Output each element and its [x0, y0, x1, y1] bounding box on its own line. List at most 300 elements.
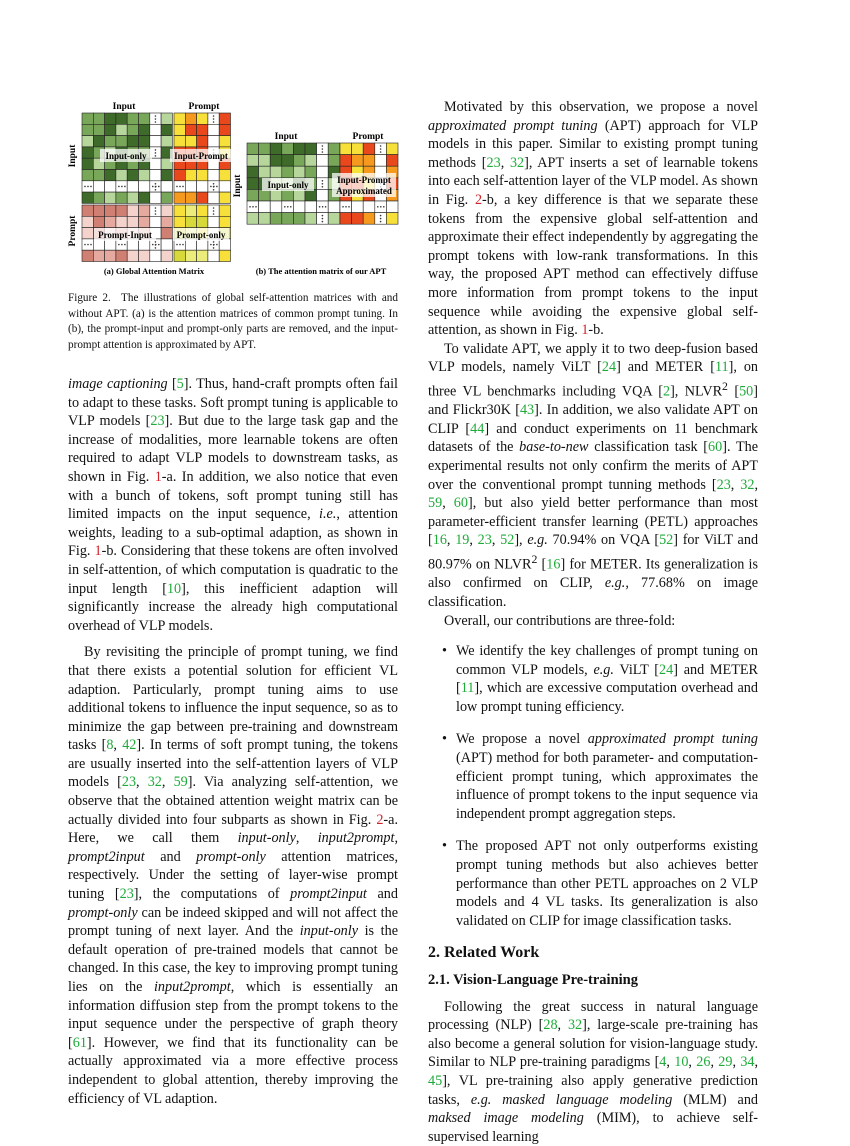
matrix-cell: [139, 113, 150, 124]
ellipsis-dot: [213, 115, 215, 117]
matrix-cell: [127, 170, 138, 181]
matrix-cell: [208, 124, 219, 135]
matrix-cell: [116, 113, 127, 124]
matrix-cell: [352, 143, 364, 155]
figure-link[interactable]: 1: [154, 468, 162, 485]
matrix-cell: [340, 143, 352, 155]
matrix-cell: [247, 143, 259, 155]
matrix-cell: [317, 166, 329, 178]
ellipsis-dot: [322, 206, 324, 208]
matrix-cell: [328, 201, 340, 213]
matrix-cell: [208, 192, 219, 203]
matrix-cell: [352, 213, 364, 225]
paragraph: Overall, our contributions are three-fold:: [444, 612, 676, 629]
citation-link[interactable]: 10: [166, 580, 182, 597]
ellipsis-dot: [155, 121, 157, 123]
citation-link[interactable]: 2: [662, 383, 671, 400]
matrix-cell: [282, 166, 294, 178]
list-item: • We identify the key challenges of prompt tuning on common VLP models, e.g. ViLT [24] and METER [11], which are excessive computation overhead and low prompt tuning efficiency.: [428, 642, 758, 716]
citation-link[interactable]: 23: [477, 532, 492, 549]
matrix-cell: [105, 136, 116, 147]
matrix-cell: [105, 216, 116, 227]
matrix-cell: [150, 124, 161, 135]
matrix-cell: [82, 170, 93, 181]
figure-link[interactable]: 2: [474, 191, 483, 208]
ellipsis-dot: [380, 148, 382, 150]
matrix-cell: [247, 213, 259, 225]
matrix-cell: [247, 178, 259, 190]
citation-link[interactable]: 24: [659, 661, 674, 678]
ellipsis-dot: [322, 221, 324, 223]
matrix-cell: [185, 250, 196, 261]
citation-link[interactable]: 34: [740, 1054, 755, 1071]
matrix-cell: [219, 192, 230, 203]
matrix-cell: [174, 113, 185, 124]
ellipsis-dot: [155, 247, 157, 249]
matrix-cell: [305, 166, 317, 178]
panel-a-input-only-label: Input-only: [105, 151, 147, 161]
ellipsis-dot: [322, 215, 324, 217]
ellipsis-dot: [213, 241, 215, 243]
ellipsis-dot: [380, 145, 382, 147]
ellipsis-dot: [158, 186, 160, 188]
matrix-cell: [185, 192, 196, 203]
matrix-cell: [139, 136, 150, 147]
citation-link[interactable]: 29: [718, 1054, 733, 1071]
matrix-cell: [161, 250, 172, 261]
ellipsis-dot: [155, 155, 157, 157]
matrix-cell: [150, 136, 161, 147]
matrix-cell: [197, 205, 208, 216]
ellipsis-dot: [213, 247, 215, 249]
matrix-cell: [197, 170, 208, 181]
section-heading: 2. Related Work: [428, 944, 540, 962]
matrix-cell: [105, 205, 116, 216]
matrix-cell: [197, 192, 208, 203]
matrix-cell: [116, 205, 127, 216]
figure-2: [64, 96, 404, 281]
matrix-cell: [270, 143, 282, 155]
matrix-cell: [219, 113, 230, 124]
citation-link[interactable]: 23: [150, 413, 165, 430]
citation-link[interactable]: 59: [173, 774, 188, 791]
matrix-cell: [340, 155, 352, 167]
matrix-cell: [185, 205, 196, 216]
matrix-cell: [150, 216, 161, 227]
ellipsis-dot: [322, 183, 324, 185]
ellipsis-dot: [155, 213, 157, 215]
ellipsis-dot: [87, 244, 89, 246]
matrix-cell: [116, 170, 127, 181]
panel-a-col-prompt-label: Prompt: [188, 102, 220, 112]
panel-b-row-input-label: Input: [233, 174, 243, 198]
citation-link[interactable]: 61: [72, 1034, 87, 1051]
matrix-cell: [247, 155, 259, 167]
ellipsis-dot: [182, 186, 184, 188]
matrix-cell: [82, 250, 93, 261]
citation-link[interactable]: 50: [739, 383, 754, 400]
matrix-cell: [197, 124, 208, 135]
ellipsis-dot: [213, 183, 215, 185]
ellipsis-dot: [342, 206, 344, 208]
matrix-cell: [185, 170, 196, 181]
citation-link[interactable]: 60: [708, 439, 723, 456]
matrix-cell: [127, 205, 138, 216]
matrix-cell: [82, 147, 93, 158]
matrix-cell: [161, 124, 172, 135]
matrix-cell: [93, 113, 104, 124]
matrix-cell: [363, 201, 375, 213]
matrix-cell: [282, 143, 294, 155]
matrix-cell: [328, 155, 340, 167]
matrix-cell: [174, 170, 185, 181]
ellipsis-dot: [287, 206, 289, 208]
citation-link[interactable]: 32: [147, 774, 162, 791]
citation-link[interactable]: 59: [428, 495, 443, 512]
matrix-cell: [174, 250, 185, 261]
figure-link[interactable]: 2: [376, 811, 384, 828]
ellipsis-dot: [124, 244, 126, 246]
panel-a-col-input-label: Input: [112, 102, 136, 112]
matrix-cell: [219, 216, 230, 227]
ellipsis-dot: [213, 244, 215, 246]
matrix-cell: [259, 201, 271, 213]
panel-b-col-prompt-label: Prompt: [352, 132, 384, 142]
ellipsis-dot: [380, 151, 382, 153]
matrix-cell: [363, 143, 375, 155]
matrix-cell: [105, 192, 116, 203]
matrix-cell: [150, 192, 161, 203]
matrix-cell: [352, 155, 364, 167]
matrix-cell: [82, 205, 93, 216]
matrix-cell: [305, 143, 317, 155]
paragraph: Motivated by this observation, we propose a novel approximated prompt tuning (APT) approach for VLP models in this paper. Similar to existing prompt tuning methods [23, 32], APT inserts a set of learnable tokens into each self-attention layer of the VLP model. As shown in Fig. 2-b, a key difference is that we separate these tokens from the expensive global self-attention and approximate their effect independently by aggregating the prompt tokens with low-rank transformations. In this way, the proposed APT method can effectively diffuse more information from prompt tokens to the input sequence while avoiding the expensive global self-attention, as shown in Fig. 1-b.: [428, 99, 758, 339]
right-column: [428, 98, 758, 1146]
citation-link[interactable]: 32: [509, 154, 525, 171]
ellipsis-dot: [380, 221, 382, 223]
matrix-cell: [161, 228, 172, 239]
ellipsis-dot: [90, 244, 92, 246]
matrix-cell: [174, 124, 185, 135]
matrix-cell: [270, 213, 282, 225]
paragraph: By revisiting the principle of prompt tuning, we find that there exists a potential solution for efficient VL adaption. Particularly, prompt tuning aims to use additional tokens to influence the input sequence, so as to minimize the gap between pre-training and downstream tasks [8, 42]. In terms of soft prompt tuning, the tokens are usually inserted into the self-attention layers of VLP models [23, 32, 59]. Via analyzing self-attention, we observe that the obtained attention weight matrix can be actually divided into four subparts as shown in Fig. 2-a. Here, we call them input-only, input2prompt, prompt2input and prompt-only attention matrices, respectively. Under the setting of layer-wise prompt tuning [23], the computations of prompt2input and prompt-only can be indeed skipped and will not affect the prompt tuning of next layer. And the input-only is the default operation of pre-trained models that cannot be changed. In this case, the key to improving prompt tuning lies on the input2prompt, which is essentially an information diffusion step from the prompt tokens to the input sequence under the perspective of graph theory [61]. However, we find that its functionality can be actually approximated via a more effective process independent to global attention, thereby improving the efficiency of VL adaption.: [68, 644, 399, 1107]
matrix-cell: [375, 155, 387, 167]
matrix-cell: [127, 216, 138, 227]
matrix-cell: [208, 250, 219, 261]
panel-a-row-input-label: Input: [68, 144, 78, 168]
citation-link[interactable]: 32: [567, 1017, 583, 1034]
ellipsis-dot: [319, 206, 321, 208]
matrix-cell: [139, 205, 150, 216]
matrix-cell: [161, 136, 172, 147]
matrix-cell: [185, 216, 196, 227]
citation-link[interactable]: 52: [500, 532, 515, 549]
citation-link[interactable]: 23: [486, 154, 501, 171]
matrix-cell: [293, 189, 305, 201]
matrix-cell: [93, 205, 104, 216]
matrix-cell: [150, 250, 161, 261]
matrix-cell: [139, 216, 150, 227]
matrix-cell: [293, 166, 305, 178]
matrix-cell: [282, 155, 294, 167]
matrix-cell: [219, 124, 230, 135]
matrix-cell: [270, 166, 282, 178]
ellipsis-dot: [179, 244, 181, 246]
matrix-cell: [352, 201, 364, 213]
matrix-cell: [82, 136, 93, 147]
matrix-cell: [174, 216, 185, 227]
matrix-cell: [270, 201, 282, 213]
citation-link[interactable]: 43: [519, 402, 535, 419]
matrix-cell: [340, 213, 352, 225]
matrix-cell: [259, 155, 271, 167]
citation-link[interactable]: 23: [716, 476, 731, 493]
matrix-cell: [185, 113, 196, 124]
matrix-cell: [161, 181, 172, 192]
matrix-cell: [127, 192, 138, 203]
citation-link[interactable]: 24: [601, 359, 617, 376]
matrix-cell: [82, 113, 93, 124]
ellipsis-dot: [322, 151, 324, 153]
matrix-cell: [82, 124, 93, 135]
citation-link[interactable]: 16: [432, 532, 447, 549]
matrix-cell: [93, 124, 104, 135]
matrix-cell: [197, 136, 208, 147]
panel-a-input-prompt-label: Input-Prompt: [174, 151, 228, 161]
panel-b-subcaption: (b) The attention matrix of our APT: [255, 266, 387, 276]
matrix-cell: [93, 216, 104, 227]
ellipsis-dot: [213, 189, 215, 191]
ellipsis-dot: [121, 244, 123, 246]
panel-a-subcaption: (a) Global Attention Matrix: [103, 266, 205, 276]
matrix-cell: [386, 213, 398, 225]
matrix-cell: [82, 158, 93, 169]
ellipsis-dot: [155, 186, 157, 188]
matrix-cell: [219, 205, 230, 216]
matrix-cell: [105, 124, 116, 135]
matrix-cell: [219, 170, 230, 181]
ellipsis-dot: [155, 241, 157, 243]
subsection-heading: 2.1. Vision-Language Pre-training: [428, 972, 638, 988]
ellipsis-dot: [155, 210, 157, 212]
ellipsis-dot: [255, 206, 257, 208]
matrix-cell: [174, 136, 185, 147]
matrix-cell: [247, 189, 259, 201]
ellipsis-dot: [213, 207, 215, 209]
matrix-cell: [305, 189, 317, 201]
matrix-cell: [259, 143, 271, 155]
ellipsis-dot: [84, 186, 86, 188]
matrix-cell: [386, 143, 398, 155]
matrix-cell: [185, 124, 196, 135]
matrix-cell: [305, 213, 317, 225]
panel-b-col-input-label: Input: [274, 132, 298, 142]
citation-link[interactable]: 60: [453, 495, 468, 512]
citation-link[interactable]: 4: [659, 1054, 667, 1071]
panel-b-input-only-label: Input-only: [267, 180, 309, 190]
matrix-cell: [139, 124, 150, 135]
citation-link[interactable]: 44: [470, 420, 485, 437]
matrix-cell: [363, 213, 375, 225]
citation-link[interactable]: 52: [659, 532, 674, 549]
figure-link[interactable]: 1: [581, 322, 589, 339]
ellipsis-dot: [290, 206, 292, 208]
matrix-cell: [363, 155, 375, 167]
citation-link[interactable]: 32: [740, 476, 755, 493]
ellipsis-dot: [213, 186, 215, 188]
matrix-cell: [259, 189, 271, 201]
ellipsis-dot: [124, 186, 126, 188]
matrix-cell: [161, 170, 172, 181]
ellipsis-dot: [155, 152, 157, 154]
matrix-cell: [127, 250, 138, 261]
figure-caption: Figure 2. The illustrations of global self-attention matrices with and without APT. (a) is the attention matrices of common prompt tuning. In (b), the prompt-input and prompt-only parts are removed, and the input-prompt attention is approximated by APT.: [68, 292, 398, 351]
citation-link[interactable]: 23: [119, 886, 134, 903]
matrix-cell: [305, 155, 317, 167]
ellipsis-dot: [213, 118, 215, 120]
matrix-cell: [105, 181, 116, 192]
matrix-cell: [328, 143, 340, 155]
ellipsis-dot: [155, 244, 157, 246]
citation-link[interactable]: 16: [546, 556, 561, 573]
ellipsis-dot: [345, 206, 347, 208]
ellipsis-dot: [155, 149, 157, 151]
matrix-cell: [386, 201, 398, 213]
matrix-cell: [127, 113, 138, 124]
matrix-cell: [293, 201, 305, 213]
matrix-cell: [197, 113, 208, 124]
matrix-cell: [161, 239, 172, 250]
paragraph: image captioning [5]. Thus, hand-craft prompts often fail to adapt to these tasks. Soft prompt tuning is applicable to VLP models [23]. But due to the large task gap and the increase of modalities, more learnable tokens are often required to adapt VLP models to downstream tasks, as shown in Fig. 1-a. In addition, we also notice that even with a bunch of tokens, soft prompt tuning still has limited impacts on the input sequence, i.e., attention weights, leading to a sub-optimal adaption, as shown in Fig. 1-b. Considering that these tokens are often involved in self-attention, of which computation is quadratic to the input length [10], this inefficient adaption will significantly increase the already high computational overhead of VLP models.: [68, 376, 399, 634]
citation-link[interactable]: 11: [460, 680, 475, 697]
ellipsis-dot: [155, 207, 157, 209]
matrix-cell: [161, 113, 172, 124]
matrix-cell: [293, 213, 305, 225]
list-item: • The proposed APT not only outperforms existing prompt tuning methods but also achieves better performance than other PETL approaches on 2 VLP models and 4 VL tasks. Its generalization is also validated on CLIP for image classification tasks.: [428, 837, 758, 930]
ellipsis-dot: [377, 206, 379, 208]
citation-link[interactable]: 42: [122, 737, 137, 754]
matrix-cell: [174, 192, 185, 203]
ellipsis-dot: [383, 206, 385, 208]
ellipsis-dot: [155, 115, 157, 117]
matrix-cell: [93, 170, 104, 181]
matrix-cell: [208, 136, 219, 147]
matrix-cell: [293, 155, 305, 167]
ellipsis-dot: [210, 244, 212, 246]
matrix-cell: [247, 166, 259, 178]
matrix-cell: [161, 216, 172, 227]
list-item: • We propose a novel approximated prompt tuning (APT) method for both parameter- and computation-efficient prompt tuning, which approximates the influence of prompt tokens to the input sequence via independent prompt aggregation steps.: [428, 730, 758, 823]
matrix-cell: [139, 192, 150, 203]
panel-b-approximated-label: Approximated: [336, 186, 392, 196]
matrix-cell: [282, 189, 294, 201]
matrix-cell: [150, 170, 161, 181]
panel-b-input-prompt-label: Input-Prompt: [337, 175, 391, 185]
citation-link[interactable]: 8: [106, 737, 114, 754]
panel-a-prompt-input-label: Prompt-Input: [98, 230, 152, 240]
ellipsis-dot: [322, 186, 324, 188]
matrix-cell: [139, 181, 150, 192]
matrix-cell: [185, 136, 196, 147]
ellipsis-dot: [284, 206, 286, 208]
citation-link[interactable]: 10: [674, 1054, 689, 1071]
matrix-cell: [197, 216, 208, 227]
ellipsis-dot: [325, 206, 327, 208]
matrix-cell: [219, 181, 230, 192]
ellipsis-dot: [380, 215, 382, 217]
citation-link[interactable]: 23: [121, 774, 137, 791]
ellipsis-dot: [152, 186, 154, 188]
ellipsis-dot: [158, 244, 160, 246]
matrix-cell: [116, 250, 127, 261]
matrix-cell: [197, 250, 208, 261]
paragraph: Following the great success in natural language processing (NLP) [28, 32], large-scale pre-training has also become a general solution for vision-language study. Similar to NLP pre-training paradigms [4, 10, 26, 29, 34, 45], VL pre-training also apply generative prediction tasks, e.g. masked language modeling (MLM) and maksed image modeling (MIM), to achieve self-supervised learning: [428, 998, 759, 1145]
ellipsis-dot: [118, 244, 120, 246]
figure-link[interactable]: 1: [94, 543, 102, 560]
matrix-cell: [317, 189, 329, 201]
ellipsis-dot: [380, 218, 382, 220]
contributions-list: [428, 642, 758, 930]
ellipsis-dot: [152, 244, 154, 246]
matrix-cell: [127, 124, 138, 135]
ellipsis-dot: [210, 186, 212, 188]
ellipsis-dot: [322, 145, 324, 147]
citation-link[interactable]: 45: [428, 1072, 443, 1089]
matrix-cell: [317, 155, 329, 167]
matrix-cell: [161, 205, 172, 216]
matrix-cell: [293, 143, 305, 155]
matrix-cell: [208, 216, 219, 227]
ellipsis-dot: [182, 244, 184, 246]
citation-link[interactable]: 28: [543, 1017, 558, 1034]
matrix-cell: [127, 136, 138, 147]
matrix-cell: [139, 250, 150, 261]
matrix-cell: [105, 170, 116, 181]
citation-link[interactable]: 19: [455, 532, 470, 549]
left-column: [68, 375, 398, 1108]
matrix-cell: [82, 228, 93, 239]
citation-link[interactable]: 26: [696, 1054, 711, 1071]
matrix-cell: [93, 192, 104, 203]
ellipsis-dot: [84, 244, 86, 246]
ellipsis-dot: [213, 121, 215, 123]
matrix-cell: [270, 189, 282, 201]
matrix-cell: [208, 170, 219, 181]
ellipsis-dot: [249, 206, 251, 208]
matrix-cell: [105, 250, 116, 261]
matrix-cell: [259, 213, 271, 225]
matrix-cell: [116, 124, 127, 135]
citation-link[interactable]: 5: [176, 376, 184, 392]
matrix-cell: [82, 216, 93, 227]
citation-link[interactable]: 11: [714, 359, 729, 376]
ellipsis-dot: [213, 213, 215, 215]
matrix-cell: [93, 250, 104, 261]
ellipsis-dot: [176, 186, 178, 188]
matrix-cell: [93, 181, 104, 192]
matrix-cell: [219, 136, 230, 147]
ellipsis-dot: [322, 218, 324, 220]
ellipsis-dot: [155, 183, 157, 185]
paragraph: To validate APT, we apply it to two deep-fusion based VLP models, namely ViLT [24] and METER [11], on three VL benchmarks including VQA [2], NLVR$^2$ [50] and Flickr30K [43]. In addition, we also validate APT on CLIP [44] and conduct experiments on 11 benchmark datasets of the base-to-new classification task [60]. The experimental results not only confirm the merits of APT over the conventional prompt tunning methods [23, 32, 59, 60], but also yield better performance than most parameter-efficient transfer learning (PETL) approaches [16, 19, 23, 52], e.g. 70.94% on VQA [52] for ViLT and 80.97% on NLVR$^2$ [16] for METER. Its generalization is also confirmed on CLIP, e.g., 77.68% on image classification.: [428, 340, 759, 610]
ellipsis-dot: [213, 210, 215, 212]
ellipsis-dot: [179, 186, 181, 188]
ellipsis-dot: [348, 206, 350, 208]
ellipsis-dot: [176, 244, 178, 246]
ellipsis-dot: [252, 206, 254, 208]
ellipsis-dot: [121, 186, 123, 188]
ellipsis-dot: [380, 206, 382, 208]
